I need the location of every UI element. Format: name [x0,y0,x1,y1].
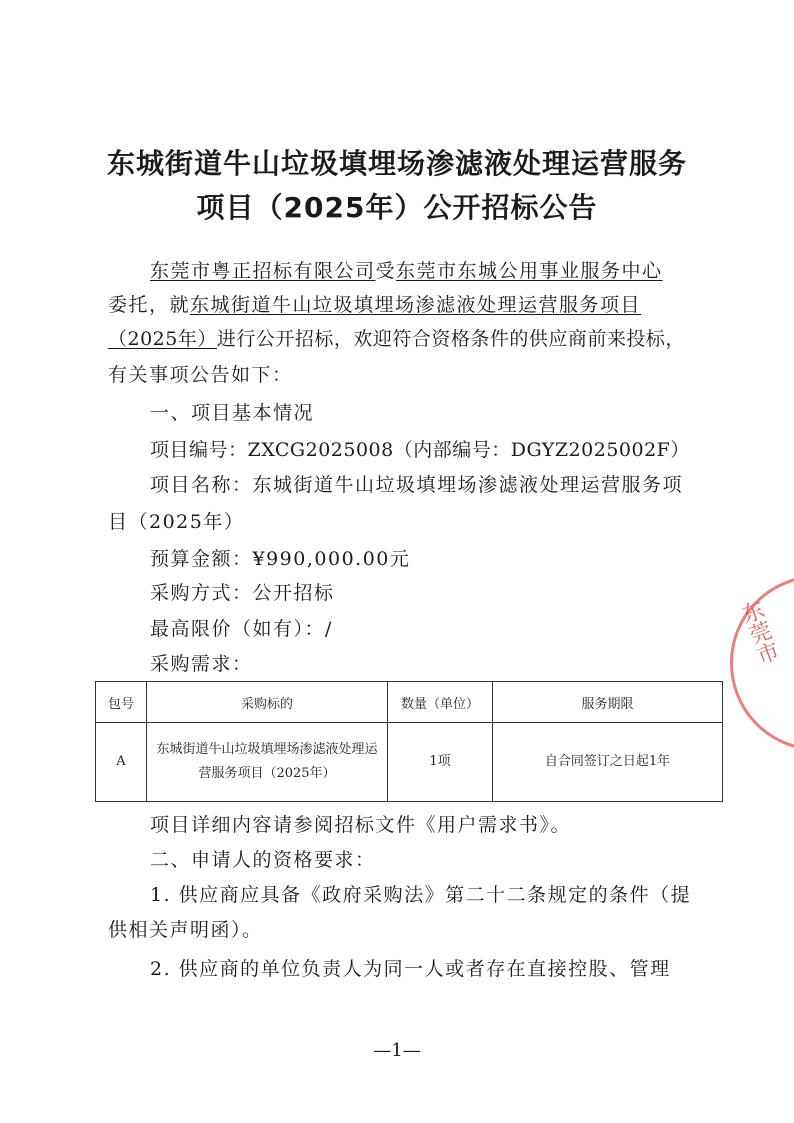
cell-service-period: 自合同签订之日起1年 [493,723,723,802]
header-service-period: 服务期限 [493,682,723,723]
section-heading-2: 二、申请人的资格要求： [150,849,376,871]
requirements-table [95,681,723,802]
requirement-1-line-2: 供相关声明函）。 [108,919,263,941]
agency-name: 东莞市粤正招标有限公司 [150,260,376,282]
detail-note: 项目详细内容请参阅招标文件《用户需求书》。 [150,814,572,836]
intro-line-1 [150,258,698,284]
max-price: 最高限价（如有）：/ [150,618,333,640]
project-name-link: 东城街道牛山垃圾填埋场渗滤液处理运营服务项目 [190,294,642,316]
table-row [96,723,723,802]
seal-text: 东莞市 [735,597,782,669]
intro-line-3 [108,326,698,352]
header-quantity: 数量（单位） [388,682,493,723]
cell-subject: 东城街道牛山垃圾填埋场渗滤液处理运营服务项目（2025年） [147,723,388,802]
project-name-line-2: 目（2025年） [108,511,245,533]
header-subject: 采购标的 [147,682,388,723]
requirement-2-line-1: 2. 供应商的单位负责人为同一人或者存在直接控股、管理 [150,958,671,980]
requirement-label: 采购需求： [150,653,253,675]
intro-text-3: 进行公开招标，欢迎符合资格条件的供应商前来投标， [216,328,685,350]
project-name-line-1: 项目名称：东城街道牛山垃圾填埋场渗滤液处理运营服务项 [150,474,684,496]
cell-quantity: 1项 [388,723,493,802]
project-year: （2025年） [108,328,217,350]
procurement-method: 采购方式：公开招标 [150,582,335,604]
requirement-1-line-1: 1. 供应商应具备《政府采购法》第二十二条规定的条件（提 [150,884,692,906]
intro-text-2: 委托，就 [108,294,191,316]
cell-package: A [96,723,147,802]
section-heading-1: 一、项目基本情况 [150,402,315,424]
page-number: —1— [373,1040,421,1061]
title-line-2: 项目（2025年）公开招标公告 [196,191,598,224]
intro-text-1: 受 [375,260,397,282]
client-name: 东莞市东城公用事业服务中心 [396,260,663,282]
title-line-1: 东城街道牛山垃圾填埋场渗滤液处理运营服务 [106,147,687,180]
budget-amount: 预算金额：¥990,000.00元 [150,548,411,570]
header-package: 包号 [96,682,147,723]
project-number: 项目编号：ZXCG2025008（内部编号：DGYZ2025002F） [150,439,690,461]
intro-line-4: 有关事项公告如下： [108,364,293,386]
table-header-row [96,682,723,723]
intro-line-2 [108,292,698,318]
